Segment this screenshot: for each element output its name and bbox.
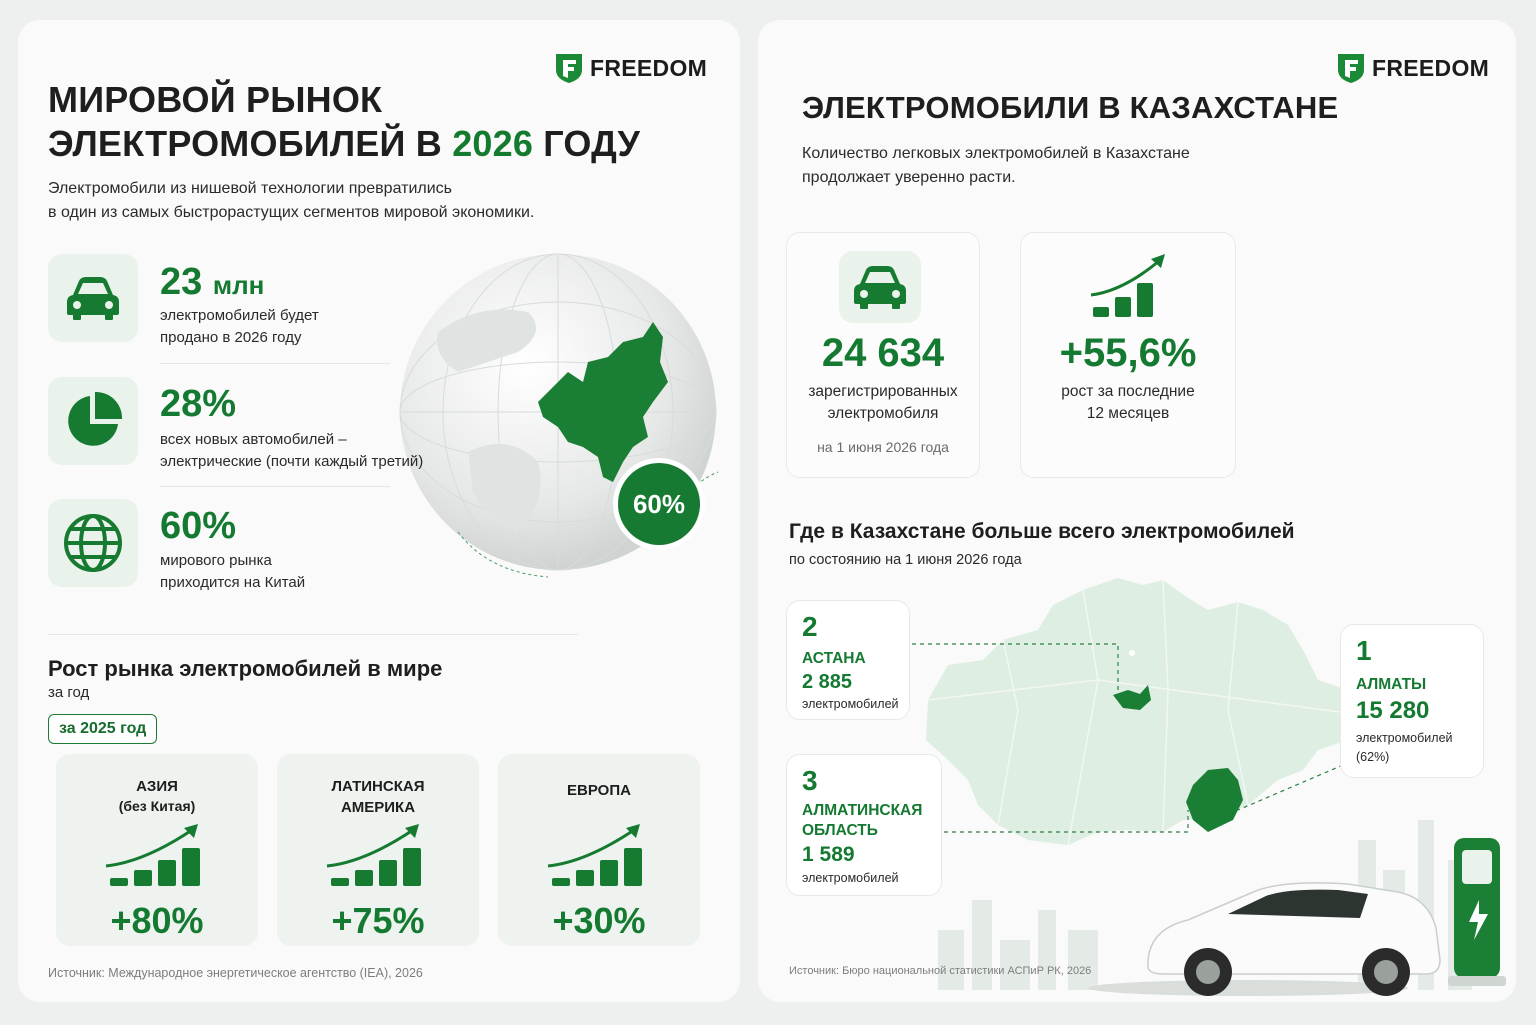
city-unit-1: электромобилей [1356, 731, 1453, 745]
region-value: +75% [331, 900, 425, 941]
region-card-europe [498, 754, 700, 946]
city-card-almaty [1340, 624, 1484, 778]
city-value: 1 589 [802, 843, 855, 866]
freedom-logo [1336, 52, 1489, 84]
kz-lead [802, 142, 1190, 190]
city-unit: электромобилей [802, 697, 899, 711]
city-card-almaty-region [786, 754, 942, 896]
china-desc-2: приходится на Китай [160, 574, 306, 591]
city-rank: 1 [1356, 635, 1372, 666]
title-year: 2026 [452, 123, 534, 164]
stat-share-desc [160, 429, 423, 473]
china-desc-1: мирового рынка [160, 552, 272, 569]
car-icon-tile [839, 251, 921, 323]
logo-text: FREEDOM [1372, 54, 1490, 81]
city-rank: 3 [802, 765, 818, 796]
map-title: Где в Казахстане больше всего электромобилей [789, 520, 1295, 543]
share-desc-1: всех новых автомобилей – [160, 431, 347, 448]
city-card-astana [786, 600, 910, 720]
divider [160, 363, 390, 364]
lead-line-2: в один из самых быстрорастущих сегментов мировой экономики. [48, 204, 535, 221]
growth-chart-icon [546, 822, 646, 888]
registered-desc [787, 381, 979, 425]
city-value: 2 885 [802, 671, 853, 693]
registered-desc-2: электромобиля [827, 405, 939, 422]
freedom-shield-icon [1336, 52, 1366, 84]
china-share-badge: 60% [618, 463, 700, 545]
region-value: +80% [110, 900, 204, 941]
growth-desc-1: рост за последние [1061, 383, 1195, 400]
region-name: АЗИЯ [136, 778, 178, 795]
region-card-asia [56, 754, 258, 946]
growth-value: +55,6% [1059, 331, 1197, 375]
title-line-1: МИРОВОЙ РЫНОК [48, 79, 383, 120]
pie-chart-icon [62, 390, 124, 452]
registered-value: 24 634 [821, 331, 945, 375]
growth-subtitle: за год [48, 684, 90, 701]
car-icon-tile [48, 254, 138, 342]
city-name-1: АЛМАТИНСКАЯ [802, 802, 923, 819]
section-divider [48, 634, 578, 635]
lead-line-1: Электромобили из нишевой технологии превратились [48, 180, 452, 197]
city-name: АСТАНА [802, 650, 866, 667]
period-pill: за 2025 год [48, 714, 157, 744]
growth-card [1020, 232, 1236, 478]
city-name: АЛМАТЫ [1356, 676, 1427, 693]
title-line-2 [48, 122, 640, 166]
sales-number: 23 [160, 261, 203, 303]
car-icon [63, 275, 123, 321]
kazakhstan-ev-panel [758, 20, 1516, 1002]
city-rank: 2 [802, 611, 818, 642]
city-name-2: ОБЛАСТЬ [802, 822, 878, 839]
region-card-latam [277, 754, 479, 946]
source-note: Источник: Бюро национальной статистики АСПиР РК, 2026 [789, 965, 1092, 977]
growth-chart-icon [325, 822, 425, 888]
globe-icon [62, 512, 124, 574]
stat-china-value: 60% [160, 505, 237, 547]
growth-chart-icon [104, 822, 204, 888]
stat-china-desc [160, 550, 305, 594]
stat-sales-value [160, 262, 264, 305]
region-value: +30% [552, 900, 646, 941]
sales-unit: млн [212, 270, 265, 300]
pie-chart-icon-tile [48, 377, 138, 465]
lead-text [48, 177, 534, 225]
growth-chart-icon [1089, 251, 1169, 319]
kz-title: ЭЛЕКТРОМОБИЛИ В КАЗАХСТАНЕ [802, 90, 1339, 125]
divider [160, 486, 390, 487]
title-prefix: ЭЛЕКТРОМОБИЛЕЙ В [48, 123, 442, 164]
region-name: ЛАТИНСКАЯ АМЕРИКА [331, 778, 425, 816]
globe-icon-tile [48, 499, 138, 587]
car-icon [850, 264, 910, 310]
city-value: 15 280 [1356, 697, 1430, 724]
registered-card [786, 232, 980, 478]
kz-lead-1: Количество легковых электромобилей в Казахстане [802, 145, 1190, 162]
kz-lead-2: продолжает уверенно расти. [802, 169, 1016, 186]
sales-desc-2: продано в 2026 году [160, 329, 302, 346]
share-desc-2: электрические (почти каждый третий) [160, 453, 424, 470]
city-name [802, 801, 922, 841]
growth-desc [1021, 381, 1235, 425]
registered-desc-1: зарегистрированных [808, 383, 958, 400]
sales-desc-1: электромобилей будет [160, 307, 319, 324]
stat-share-value: 28% [160, 383, 237, 425]
page-title [48, 78, 640, 166]
region-name: ЕВРОПА [567, 782, 631, 799]
registered-date: на 1 июня 2026 года [817, 439, 949, 455]
city-unit-2: (62%) [1356, 750, 1390, 764]
world-ev-market-panel [18, 20, 740, 1002]
stat-sales-desc [160, 305, 319, 349]
title-suffix: ГОДУ [543, 123, 641, 164]
logo-text: FREEDOM [590, 54, 708, 81]
growth-desc-2: 12 месяцев [1086, 405, 1170, 422]
region-note: (без Китая) [118, 798, 196, 814]
source-note: Источник: Международное энергетическое агентство (IEA), 2026 [48, 966, 423, 980]
map-subtitle: по состоянию на 1 июня 2026 года [789, 552, 1022, 568]
city-unit [1356, 729, 1453, 767]
city-unit: электромобилей [802, 871, 899, 885]
growth-title: Рост рынка электромобилей в мире [48, 656, 443, 681]
